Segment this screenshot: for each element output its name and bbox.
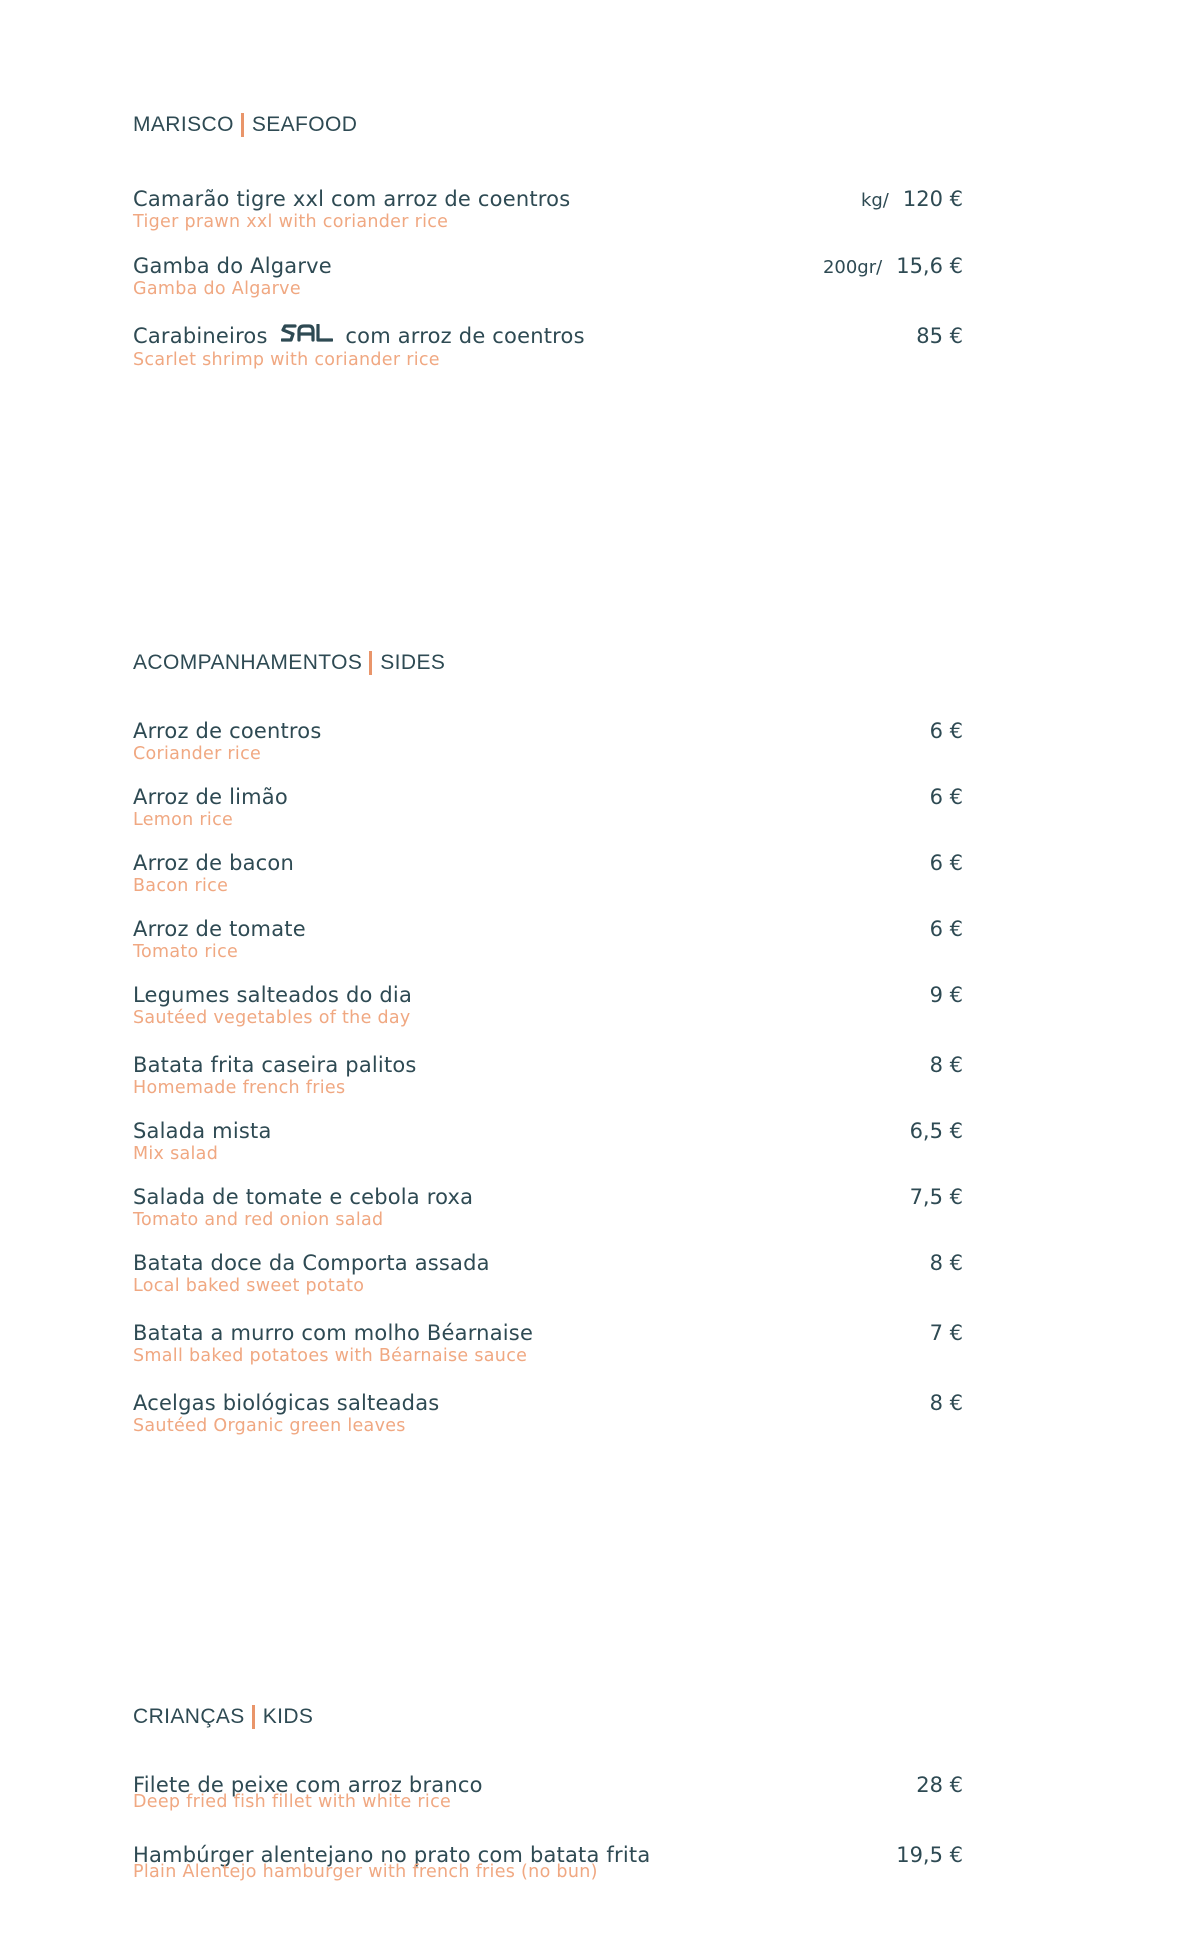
menu-item — [133, 253, 963, 299]
item-description: Deep fried fish fillet with white rice — [133, 1792, 452, 1812]
item-description: Scarlet shrimp with coriander rice — [133, 350, 440, 370]
item-name: Arroz de limão — [133, 785, 288, 809]
item-description: Tomato and red onion salad — [133, 1210, 384, 1230]
section-title — [133, 1702, 963, 1732]
item-price: 6 € — [929, 785, 963, 809]
item-description: Mix salad — [133, 1144, 219, 1164]
menu-item — [133, 718, 963, 764]
menu-item — [133, 186, 963, 232]
item-name: Salada mista — [133, 1119, 272, 1143]
item-description: Local baked sweet potato — [133, 1276, 365, 1296]
menu-item — [133, 1320, 963, 1366]
item-description: Gamba do Algarve — [133, 279, 301, 299]
item-description: Bacon rice — [133, 876, 229, 896]
item-name: Arroz de tomate — [133, 917, 306, 941]
menu-item — [133, 1184, 963, 1230]
menu-item — [133, 784, 963, 830]
item-name: Gamba do Algarve — [133, 254, 332, 278]
price-unit: 200gr/ — [822, 257, 883, 278]
menu-item — [133, 1842, 963, 1882]
sal-logo-icon — [281, 322, 333, 348]
item-name: Arroz de bacon — [133, 851, 294, 875]
item-description: Plain Alentejo hamburger with french fries (no bun) — [133, 1862, 598, 1882]
item-name: Salada de tomate e cebola roxa — [133, 1185, 474, 1209]
item-price: 19,5 € — [896, 1843, 963, 1867]
menu-item — [133, 916, 963, 962]
item-name: Legumes salteados do dia — [133, 983, 413, 1007]
item-price: 8 € — [929, 1053, 963, 1077]
item-name-start: Carabineiros — [133, 324, 268, 348]
item-name: Filete de peixe com arroz branco — [133, 1773, 483, 1797]
kids-section — [133, 1702, 963, 1882]
menu-item — [133, 850, 963, 896]
section-title-pt: ACOMPANHAMENTOS — [133, 651, 363, 674]
menu-item — [133, 323, 963, 370]
item-description: Tiger prawn xxl with coriander rice — [133, 212, 449, 232]
menu-item — [133, 1118, 963, 1164]
sides-section — [133, 648, 963, 1436]
item-price: 8 € — [929, 1391, 963, 1415]
item-price: 28 € — [916, 1773, 963, 1797]
item-name: Hambúrger alentejano no prato com batata frita — [133, 1843, 651, 1867]
section-title — [133, 648, 963, 678]
title-divider — [369, 651, 372, 675]
item-name — [133, 323, 963, 350]
price-unit: kg/ — [860, 190, 889, 211]
price-value: 120 € — [902, 187, 963, 211]
item-name: Batata doce da Comporta assada — [133, 1251, 490, 1275]
item-name: Camarão tigre xxl com arroz de coentros — [133, 187, 571, 211]
menu-item — [133, 1250, 963, 1296]
item-price — [861, 186, 963, 214]
section-title-en: KIDS — [262, 1705, 314, 1728]
section-title-en: SEAFOOD — [251, 113, 358, 136]
item-price: 6 € — [929, 719, 963, 743]
price-value: 85 € — [916, 324, 963, 348]
section-title-pt: MARISCO — [133, 113, 234, 136]
price-value: 15,6 € — [896, 254, 963, 278]
item-description: Sautéed vegetables of the day — [133, 1008, 411, 1028]
title-divider — [252, 1705, 255, 1729]
menu-item — [133, 1772, 963, 1812]
menu-item — [133, 1390, 963, 1436]
item-description: Coriander rice — [133, 744, 262, 764]
item-name: Acelgas biológicas salteadas — [133, 1391, 440, 1415]
item-description: Lemon rice — [133, 810, 234, 830]
item-price — [823, 253, 963, 281]
item-name: Arroz de coentros — [133, 719, 322, 743]
section-title-pt: CRIANÇAS — [133, 1705, 245, 1728]
title-divider — [241, 113, 244, 137]
item-description: Sautéed Organic green leaves — [133, 1416, 406, 1436]
section-title-en: SIDES — [380, 651, 446, 674]
item-price: 6 € — [929, 851, 963, 875]
item-price: 8 € — [929, 1251, 963, 1275]
item-price: 9 € — [929, 983, 963, 1007]
item-description: Tomato rice — [133, 942, 239, 962]
item-price — [916, 323, 963, 349]
item-description: Small baked potatoes with Béarnaise sauce — [133, 1346, 528, 1366]
menu-item — [133, 1052, 963, 1098]
item-price: 6,5 € — [909, 1119, 963, 1143]
item-price: 7 € — [929, 1321, 963, 1345]
section-title — [133, 110, 963, 140]
item-price: 6 € — [929, 917, 963, 941]
item-name-end: com arroz de coentros — [345, 324, 585, 348]
item-description: Homemade french fries — [133, 1078, 346, 1098]
menu-item — [133, 982, 963, 1028]
item-name: Batata a murro com molho Béarnaise — [133, 1321, 534, 1345]
item-price: 7,5 € — [909, 1185, 963, 1209]
item-name: Batata frita caseira palitos — [133, 1053, 417, 1077]
seafood-section — [133, 110, 963, 370]
